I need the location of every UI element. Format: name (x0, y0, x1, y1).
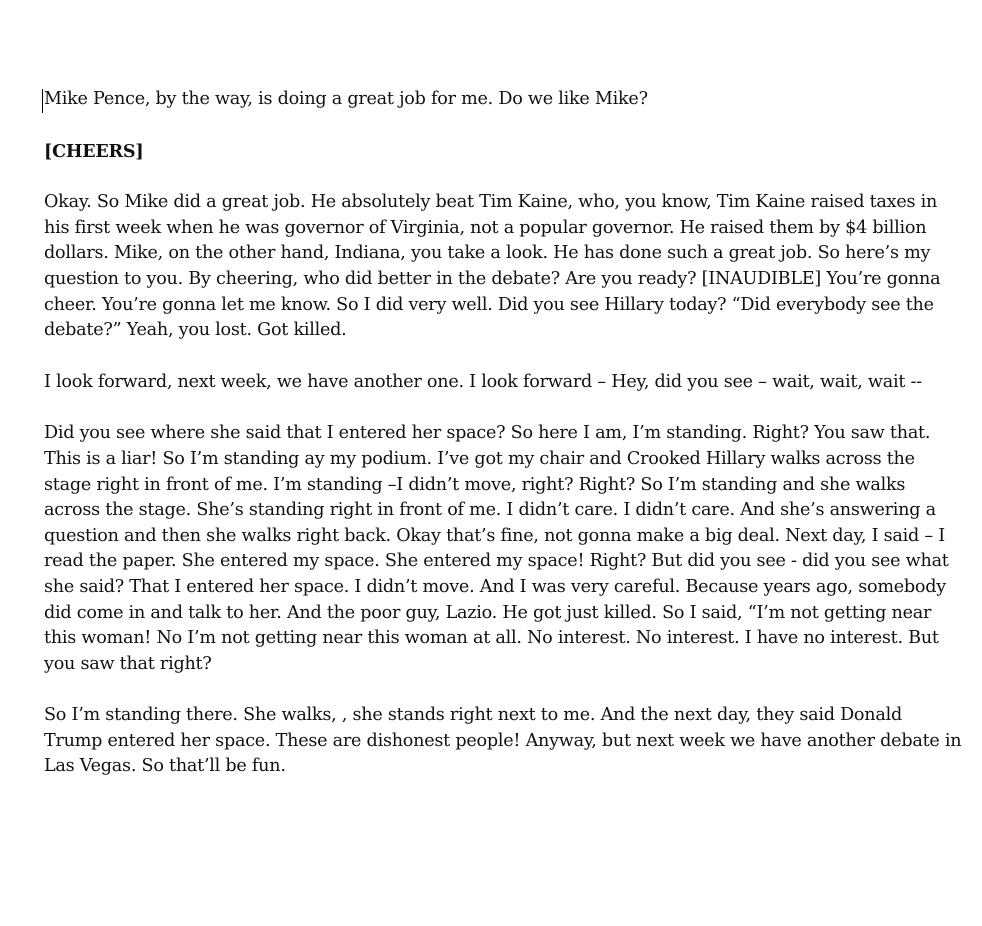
paragraph-debate: Okay. So Mike did a great job. He absolutely beat Tim Kaine, who, you know, Tim Kaine raised taxes in his first week when he was governor of Virginia, not a popular governor. He raised them by $4 billion dollars. Mike, on the other hand, Indiana, you take a look. He has done such a great job. So here’s my question to you. By cheering, who did better in the debate? Are you ready? [INAUDIBLE] You’re gonna cheer. You’re gonna let me know. So I did very well. Did you see Hillary today? “Did everybody see the debate?” Yeah, you lost. Got killed. (44, 192, 941, 341)
paragraph-standing: So I’m standing there. She walks, , she stands right next to me. And the next day, they said Donald Trump entered her space. These are dishonest people! Anyway, but next week we have another debate in Las Vegas. So that’ll be fun. (44, 705, 962, 777)
cheers-heading: [CHEERS] (44, 140, 144, 162)
document-body[interactable] (44, 87, 964, 806)
text-cursor (42, 89, 43, 113)
paragraph-space: Did you see where she said that I entered her space? So here I am, I’m standing. Right? You saw that. This is a liar! So I’m standing ay my podium. I’ve got my chair and Crooked Hillary walks across the stage right in front of me. I’m standing –I didn’t move, right? Right? So I’m standing and she walks across the stage. She’s standing right in front of me. I didn’t care. I didn’t care. And she’s answering a question and then she walks right back. Okay that’s fine, not gonna make a big deal. Next day, I said – I read the paper. She entered my space. She entered my space! Right? But did you see - did you see what she said? That I entered her space. I didn’t move. And I was very careful. Because years ago, somebody did come in and talk to her. And the poor guy, Lazio. He got just killed. So I said, “I’m not getting near this woman! No I’m not getting near this woman at all. No interest. No interest. I have no interest. But you saw that right? (44, 423, 949, 674)
paragraph-next-week: I look forward, next week, we have another one. I look forward – Hey, did you see – wait, wait, wait -- (44, 371, 922, 392)
paragraph-intro: Mike Pence, by the way, is doing a great job for me. Do we like Mike? (44, 89, 648, 109)
